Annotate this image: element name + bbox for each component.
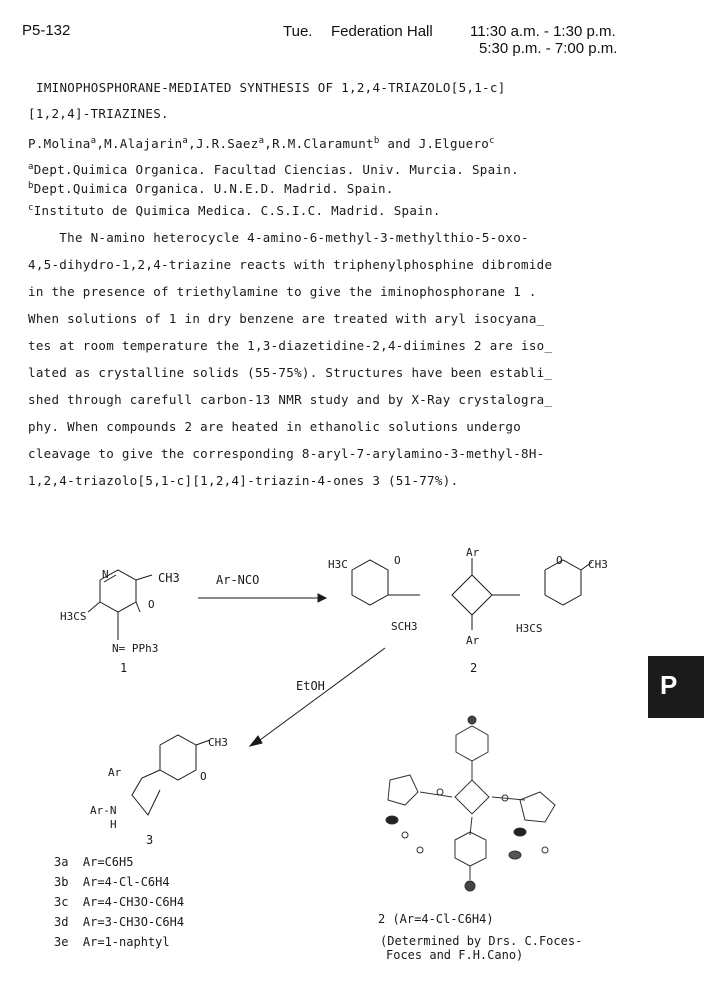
section-tab-letter: P bbox=[660, 670, 678, 700]
c2-ch3: CH3 bbox=[588, 558, 608, 571]
affil-mark: a bbox=[258, 136, 265, 146]
compound-entry bbox=[54, 915, 184, 929]
session-time-2: 5:30 p.m. - 7:00 p.m. bbox=[479, 40, 618, 57]
abstract-line: 4,5-dihydro-1,2,4-triazine reacts with triphenylphosphine dibromide bbox=[28, 257, 553, 272]
authors bbox=[28, 136, 495, 151]
abstract-line: tes at room temperature the 1,3-diazetidine-2,4-diimines 2 are iso_ bbox=[28, 338, 553, 353]
reagent-arnco: Ar-NCO bbox=[216, 573, 260, 587]
author-claramunt: ,R.M.Claramunt bbox=[264, 136, 374, 152]
compound-entry bbox=[54, 875, 170, 889]
compound-entry bbox=[54, 935, 170, 949]
abstract-line: shed through carefull carbon-13 NMR study and by X-Ray crystalogra_ bbox=[28, 392, 553, 407]
affil-text: Instituto de Quimica Medica. C.S.I.C. Madrid. Spain. bbox=[33, 203, 441, 219]
abstract-line: The N-amino heterocycle 4-amino-6-methyl-3-methylthio-5-oxo- bbox=[28, 230, 529, 245]
affil-text: Dept.Quimica Organica. U.N.E.D. Madrid. Spain. bbox=[33, 181, 394, 197]
author-elguero: and J.Elguero bbox=[379, 136, 490, 152]
compound-ar: Ar=3-CH3O-C6H4 bbox=[82, 915, 185, 929]
c2-h3cs: H3CS bbox=[516, 622, 543, 635]
c3-arylamino: Ar-N bbox=[90, 804, 117, 817]
c3-ar: Ar bbox=[108, 766, 122, 779]
affiliation-c bbox=[28, 203, 441, 218]
abstract-line: When solutions of 1 in dry benzene are treated with aryl isocyana_ bbox=[28, 311, 545, 326]
affil-mark: c bbox=[489, 136, 495, 146]
session-venue: Federation Hall bbox=[331, 23, 433, 40]
abstract-line: 1,2,4-triazolo[5,1-c][1,2,4]-triazin-4-ones 3 (51-77%). bbox=[28, 473, 459, 488]
compound-ar: Ar=4-Cl-C6H4 bbox=[82, 875, 170, 889]
author-alajarin: ,M.Alajarin bbox=[96, 136, 183, 152]
xray-structure-drawing bbox=[386, 716, 555, 891]
compound-entry bbox=[54, 895, 184, 909]
c3-oxo: O bbox=[200, 770, 207, 783]
xray-caption: 2 (Ar=4-Cl-C6H4) bbox=[378, 912, 494, 926]
affiliation-b bbox=[28, 181, 394, 196]
c2-ar-bottom: Ar bbox=[466, 634, 480, 647]
c3-nh: H bbox=[110, 818, 117, 831]
title-line-1: IMINOPHOSPHORANE-MEDIATED SYNTHESIS OF 1,2,4-TRIAZOLO[5,1-c] bbox=[36, 80, 506, 95]
affiliation-a bbox=[28, 162, 519, 177]
compound-ar: Ar=C6H5 bbox=[82, 855, 134, 869]
author-saez: ,J.R.Saez bbox=[188, 136, 259, 152]
compound-id: 3a bbox=[54, 855, 69, 869]
affil-mark: c bbox=[28, 203, 34, 213]
c1-phosphorane: N= PPh3 bbox=[112, 642, 159, 655]
xray-credit-1: (Determined by Drs. C.Foces- bbox=[380, 934, 583, 948]
compound-id: 3e bbox=[54, 935, 69, 949]
affil-mark: b bbox=[373, 136, 380, 146]
author-molina: P.Molina bbox=[28, 136, 91, 152]
abstract-line: phy. When compounds 2 are heated in ethanolic solutions undergo bbox=[28, 419, 522, 434]
c2-oxo-right: O bbox=[556, 554, 563, 567]
compound-label-1: 1 bbox=[120, 661, 128, 675]
affil-mark: a bbox=[90, 136, 97, 146]
abstract-line: in the presence of triethylamine to give the iminophosphorane 1 . bbox=[28, 284, 537, 299]
affil-text: Dept.Quimica Organica. Facultad Ciencias. Univ. Murcia. Spain. bbox=[33, 162, 519, 178]
abstract-line: lated as crystalline solids (55-75%). Structures have been establi_ bbox=[28, 365, 553, 380]
c2-h3c: H3C bbox=[328, 558, 348, 571]
c1-ch3: CH3 bbox=[158, 571, 180, 585]
c2-sch3: SCH3 bbox=[391, 620, 418, 633]
c1-oxo: O bbox=[148, 598, 155, 611]
compound-ar: Ar=1-naphtyl bbox=[82, 935, 170, 949]
affil-mark: a bbox=[28, 162, 34, 172]
c2-ar-top: Ar bbox=[466, 546, 480, 559]
compound-ar: Ar=4-CH3O-C6H4 bbox=[82, 895, 185, 909]
compound-id: 3c bbox=[54, 895, 69, 909]
compound-label-3: 3 bbox=[146, 833, 154, 847]
abstract-line: cleavage to give the corresponding 8-aryl-7-arylamino-3-methyl-8H- bbox=[28, 446, 545, 461]
c3-ch3: CH3 bbox=[208, 736, 228, 749]
title-line-2: [1,2,4]-TRIAZINES. bbox=[28, 106, 169, 121]
section-tab bbox=[648, 656, 704, 718]
affil-mark: a bbox=[182, 136, 189, 146]
affil-mark: b bbox=[28, 181, 34, 191]
compound-list bbox=[54, 855, 254, 975]
compound-entry bbox=[54, 855, 133, 869]
c1-ring-n: N bbox=[102, 568, 109, 581]
session-time-1: 11:30 a.m. - 1:30 p.m. bbox=[470, 23, 616, 40]
compound-id: 3d bbox=[54, 915, 69, 929]
reagent-etoh: EtOH bbox=[296, 679, 325, 693]
session-day: Tue. bbox=[283, 23, 313, 40]
xray-credit-2: Foces and F.H.Cano) bbox=[386, 948, 524, 962]
c1-sch3: H3CS bbox=[60, 610, 87, 623]
compound-id: 3b bbox=[54, 875, 69, 889]
poster-code: P5-132 bbox=[22, 22, 71, 39]
compound-label-2: 2 bbox=[470, 661, 478, 675]
c2-oxo-left: O bbox=[394, 554, 401, 567]
